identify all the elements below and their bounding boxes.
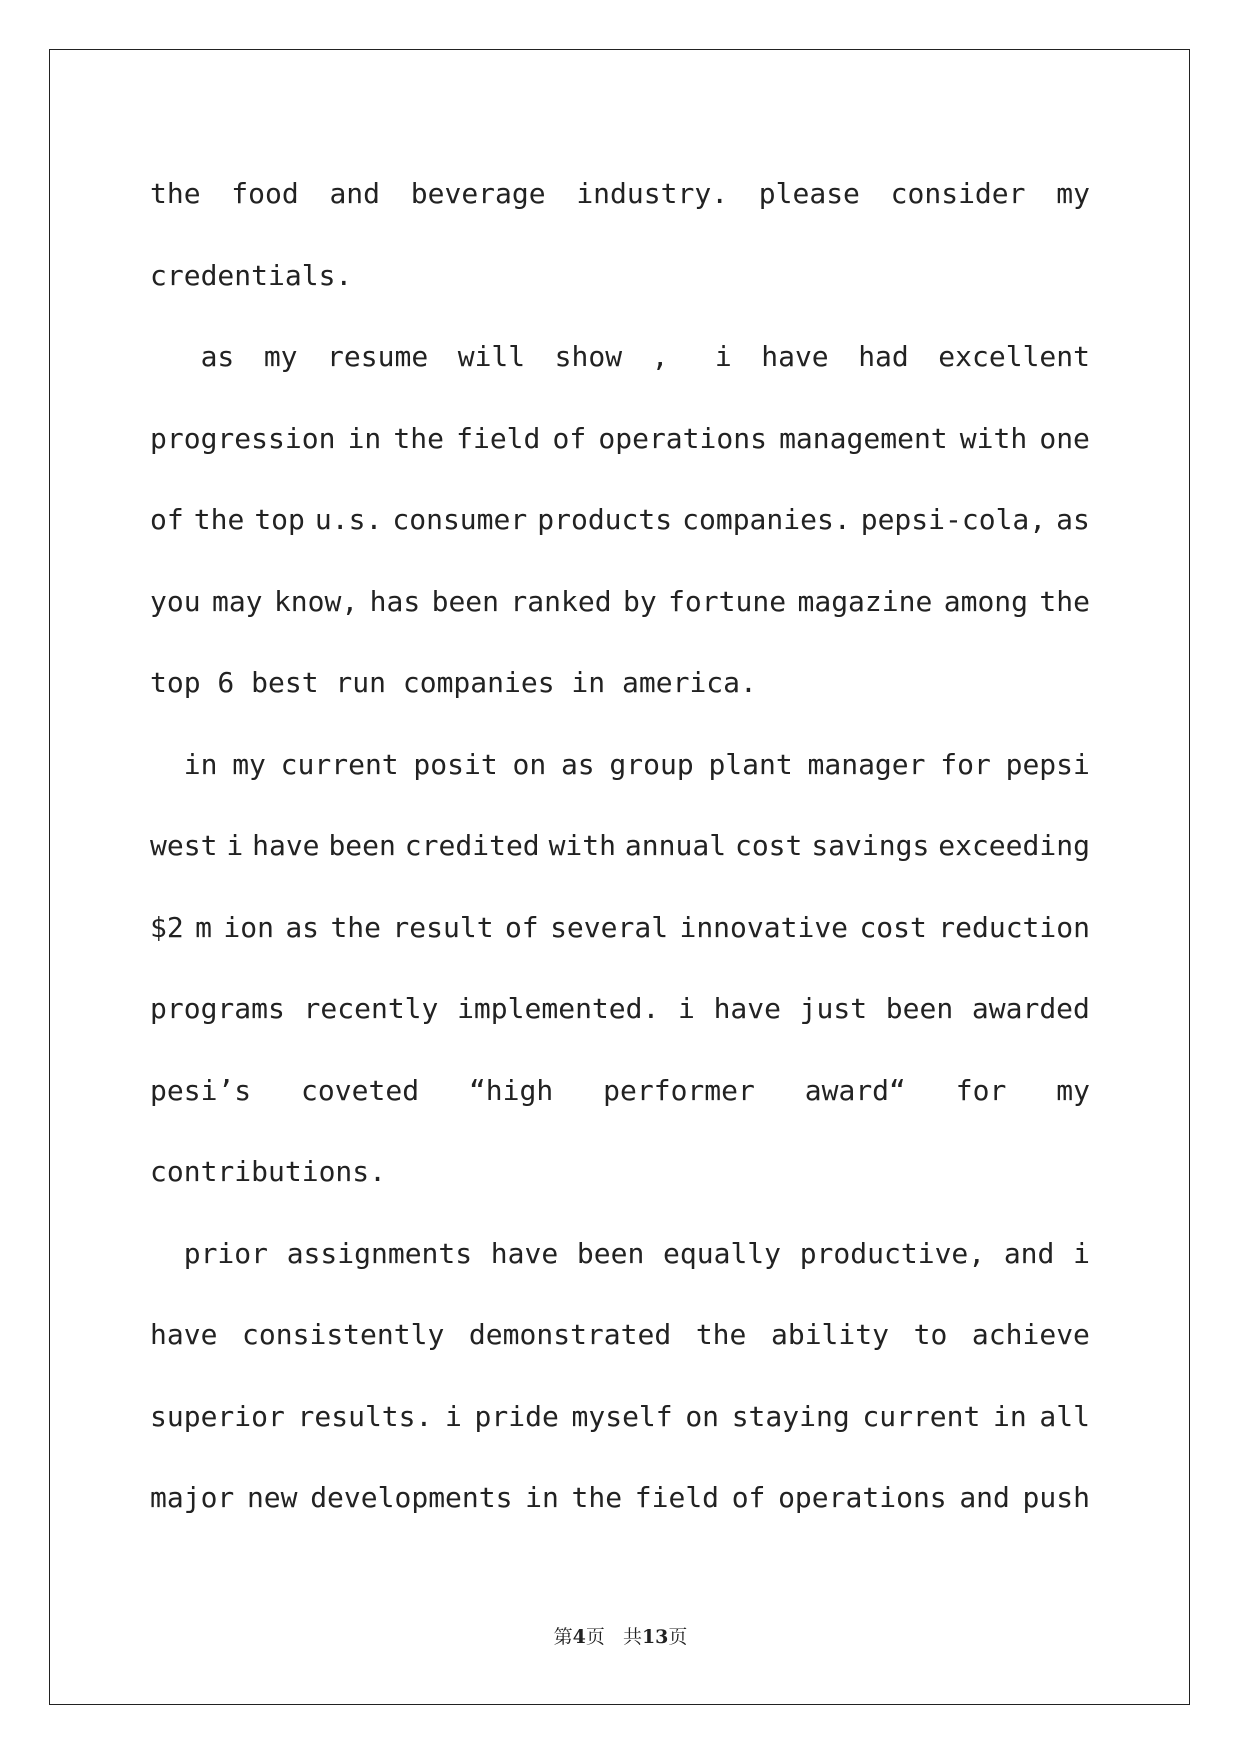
word: by — [622, 584, 657, 618]
word: developments — [310, 1481, 513, 1514]
footer-mid: 页 共 — [585, 1626, 642, 1648]
word: as — [560, 747, 595, 781]
word: i — [226, 829, 244, 862]
word: my — [232, 747, 266, 781]
word: resume — [327, 340, 429, 373]
word: myself — [571, 1399, 673, 1433]
word: had — [858, 340, 909, 373]
word: have — [761, 340, 829, 373]
text-line — [150, 887, 1090, 969]
word: productive, — [799, 1236, 986, 1270]
word: in — [150, 747, 218, 781]
text-line — [150, 1376, 1090, 1458]
word: ranked — [510, 584, 612, 618]
word: the — [1039, 584, 1090, 618]
word: fortune — [668, 584, 787, 618]
word: awarded — [971, 992, 1090, 1025]
word: on — [685, 1399, 720, 1433]
word: companies. — [682, 503, 851, 536]
word: industry. — [576, 177, 729, 210]
word: staying — [731, 1399, 850, 1433]
word: ion — [223, 910, 274, 944]
word: annual — [624, 829, 727, 862]
word: been — [885, 992, 954, 1025]
word: pepsi — [1005, 747, 1090, 781]
word: have — [150, 1318, 218, 1351]
word: assignments — [286, 1236, 473, 1270]
word: demonstrated — [468, 1318, 672, 1351]
word: plant — [708, 747, 793, 781]
word: among — [943, 584, 1029, 618]
word: been — [328, 829, 396, 862]
word: in — [347, 421, 382, 455]
word: , — [651, 340, 669, 373]
word: west — [150, 829, 218, 862]
word: “high — [468, 1073, 554, 1107]
word: equally — [663, 1236, 782, 1270]
word: coveted — [301, 1073, 420, 1107]
word: the — [393, 421, 444, 455]
total-page-count: 13 — [641, 1626, 669, 1648]
word: please — [758, 177, 860, 210]
text-line — [150, 316, 1090, 398]
word: have — [490, 1236, 559, 1270]
word: in — [993, 1399, 1027, 1433]
word: u.s. — [314, 503, 383, 536]
word: as — [150, 340, 235, 373]
word: programs — [150, 992, 285, 1025]
word: been — [431, 584, 500, 618]
word: management — [779, 421, 948, 455]
word: my — [1056, 1073, 1090, 1107]
word: consumer — [392, 503, 528, 536]
word: just — [799, 992, 868, 1025]
word: cost — [734, 829, 803, 862]
text-line — [150, 642, 1090, 724]
text-line — [150, 724, 1090, 806]
text-line — [150, 805, 1090, 887]
word: with — [548, 829, 616, 862]
word: credited — [404, 829, 540, 862]
text-line — [150, 398, 1090, 480]
word: the — [571, 1481, 623, 1514]
word: i — [1073, 1236, 1090, 1270]
word: as — [285, 910, 320, 944]
word: performer — [603, 1073, 755, 1107]
word: the — [193, 503, 245, 536]
word: result — [392, 910, 494, 944]
word: food — [231, 177, 299, 210]
word: show — [554, 340, 623, 373]
word: savings — [811, 829, 930, 862]
text-line — [150, 561, 1090, 643]
word: has — [369, 584, 421, 618]
word: consistently — [242, 1318, 445, 1351]
word: you — [150, 584, 201, 618]
word: products — [537, 503, 673, 536]
word: of — [504, 910, 539, 944]
word: operations — [778, 1481, 947, 1514]
word: $2 — [150, 910, 184, 944]
word: push — [1022, 1481, 1090, 1514]
word: i — [445, 1399, 462, 1433]
word: operations — [598, 421, 767, 455]
word: innovative — [679, 910, 849, 944]
word: been — [576, 1236, 645, 1270]
word: field — [634, 1481, 720, 1514]
word: the — [330, 910, 382, 944]
word: have — [252, 829, 320, 862]
word: and — [329, 177, 381, 210]
word: credentials. — [150, 258, 353, 292]
word: my — [1056, 177, 1090, 210]
word: for — [940, 747, 991, 781]
text-line — [150, 1050, 1090, 1132]
document-body — [150, 153, 1090, 1539]
word: as — [1056, 503, 1090, 536]
word: magazine — [797, 584, 933, 618]
word: manager — [807, 747, 926, 781]
word: cost — [859, 910, 927, 944]
word: will — [457, 340, 526, 373]
word: top 6 best run companies in america. — [150, 666, 757, 699]
word: m — [195, 910, 212, 944]
word: of — [552, 421, 587, 455]
word: and — [1003, 1236, 1055, 1270]
word: new — [246, 1481, 298, 1514]
word: may — [211, 584, 263, 618]
word: all — [1039, 1399, 1090, 1433]
word: beverage — [410, 177, 546, 210]
word: to — [913, 1318, 948, 1351]
word: results. — [297, 1399, 433, 1433]
page-footer — [0, 1622, 1241, 1649]
word: one — [1039, 421, 1090, 455]
word: have — [713, 992, 781, 1025]
word: i — [698, 340, 732, 373]
word: current — [280, 747, 399, 781]
word: excellent — [938, 340, 1090, 373]
word: the — [150, 177, 201, 210]
word: prior — [150, 1236, 269, 1270]
word: recently — [303, 992, 439, 1025]
word: achieve — [971, 1318, 1090, 1351]
word: for — [955, 1073, 1007, 1107]
word: the — [695, 1318, 747, 1351]
word: reduction — [938, 910, 1090, 944]
text-line — [150, 968, 1090, 1050]
word: pride — [474, 1399, 559, 1433]
text-line — [150, 1131, 1090, 1213]
word: my — [263, 340, 298, 373]
word: of — [731, 1481, 766, 1514]
text-line — [150, 479, 1090, 561]
word: several — [550, 910, 669, 944]
text-line — [150, 1457, 1090, 1539]
text-line — [150, 153, 1090, 235]
word: of — [150, 503, 184, 536]
word: know, — [273, 584, 359, 618]
word: i — [678, 992, 695, 1025]
current-page-number: 4 — [572, 1626, 586, 1648]
word: on — [512, 747, 547, 781]
text-line — [150, 235, 1090, 317]
word: exceeding — [938, 829, 1090, 862]
word: and — [959, 1481, 1010, 1514]
word: major — [150, 1481, 235, 1514]
word: consider — [890, 177, 1026, 210]
word: field — [456, 421, 541, 455]
word: top — [254, 503, 305, 536]
word: ability — [770, 1318, 889, 1351]
footer-prefix: 第 — [553, 1626, 573, 1648]
word: current — [862, 1399, 981, 1433]
word: superior — [150, 1399, 285, 1433]
word: implemented. — [457, 992, 660, 1025]
word: award“ — [804, 1073, 906, 1107]
footer-suffix: 页 — [668, 1626, 688, 1648]
text-line — [150, 1213, 1090, 1295]
word: pesi’s — [150, 1073, 252, 1107]
word: progression — [150, 421, 336, 455]
word: pepsi-cola, — [860, 503, 1047, 536]
word: with — [959, 421, 1028, 455]
word: in — [525, 1481, 559, 1514]
text-line — [150, 1294, 1090, 1376]
word: posit — [413, 747, 498, 781]
word: contributions. — [150, 1155, 387, 1188]
word: group — [609, 747, 694, 781]
